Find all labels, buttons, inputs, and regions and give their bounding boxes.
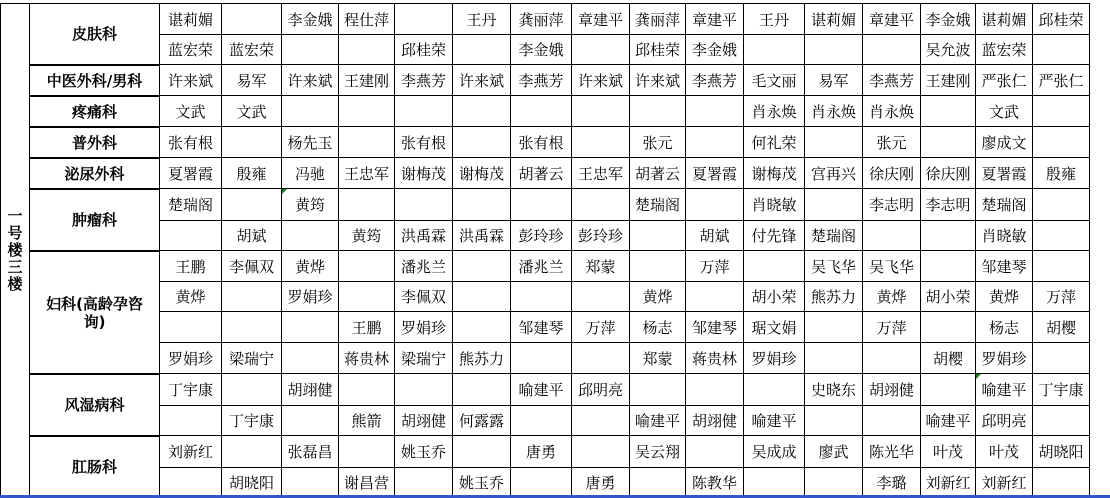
schedule-cell[interactable]: 殷雍 [222,158,282,189]
schedule-cell[interactable] [572,189,630,221]
schedule-cell[interactable]: 邱明亮 [572,374,630,406]
schedule-cell[interactable]: 胡晓阳 [1033,436,1090,468]
schedule-cell[interactable]: 罗娟珍 [282,282,339,312]
schedule-cell[interactable]: 丁宇康 [1033,374,1090,406]
schedule-cell[interactable]: 熊苏力 [805,282,863,312]
schedule-cell[interactable]: 许来斌 [453,65,511,96]
schedule-cell[interactable]: 黄烨 [282,251,339,282]
schedule-cell[interactable] [160,406,222,436]
department-name[interactable]: 泌尿外科 [30,158,160,189]
schedule-cell[interactable]: 章建平 [863,3,921,35]
schedule-cell[interactable] [630,374,686,406]
schedule-cell[interactable] [222,3,282,35]
schedule-cell[interactable] [511,282,572,312]
schedule-cell[interactable]: 刘新红 [160,436,222,468]
schedule-cell[interactable] [805,343,863,374]
schedule-cell[interactable] [453,374,511,406]
schedule-cell[interactable] [511,406,572,436]
schedule-cell[interactable] [686,282,744,312]
schedule-cell[interactable]: 许来斌 [572,65,630,96]
schedule-cell[interactable]: 蒋贵林 [339,343,395,374]
schedule-cell[interactable]: 蓝宏荣 [160,35,222,65]
schedule-cell[interactable] [222,374,282,406]
department-name[interactable]: 普外科 [30,127,160,158]
schedule-cell[interactable]: 李燕芳 [686,65,744,96]
schedule-cell[interactable]: 罗娟珍 [976,343,1033,374]
schedule-cell[interactable]: 严张仁 [976,65,1033,96]
schedule-cell[interactable]: 彭玲珍 [511,221,572,251]
schedule-cell[interactable]: 王忠军 [339,158,395,189]
schedule-cell[interactable]: 邱桂荣 [630,35,686,65]
department-name[interactable]: 皮肤科 [30,3,160,65]
schedule-cell[interactable] [282,96,339,127]
schedule-cell[interactable] [572,96,630,127]
schedule-cell[interactable]: 蒋贵林 [686,343,744,374]
schedule-cell[interactable]: 邹建琴 [976,251,1033,282]
schedule-cell[interactable]: 王鹏 [339,312,395,343]
schedule-cell[interactable] [744,374,805,406]
schedule-cell[interactable]: 胡樱 [921,343,976,374]
schedule-cell[interactable] [572,343,630,374]
schedule-cell[interactable] [453,35,511,65]
schedule-cell[interactable]: 宫再兴 [805,158,863,189]
schedule-cell[interactable]: 许来斌 [282,65,339,96]
schedule-cell[interactable] [453,189,511,221]
schedule-cell[interactable]: 张有根 [395,127,453,158]
schedule-cell[interactable] [395,3,453,35]
schedule-cell[interactable]: 邹建琴 [686,312,744,343]
schedule-cell[interactable] [863,406,921,436]
schedule-cell[interactable]: 琚文娟 [744,312,805,343]
schedule-cell[interactable]: 梁瑞宁 [395,343,453,374]
schedule-cell[interactable]: 胡翊健 [686,406,744,436]
schedule-cell[interactable] [572,282,630,312]
schedule-cell[interactable]: 何礼荣 [744,127,805,158]
schedule-cell[interactable]: 吴飞华 [863,251,921,282]
floor-label[interactable]: 一号楼三楼 [0,3,30,498]
schedule-cell[interactable] [160,312,222,343]
schedule-cell[interactable] [863,35,921,65]
schedule-cell[interactable]: 胡翊健 [863,374,921,406]
schedule-cell[interactable]: 易军 [805,65,863,96]
schedule-cell[interactable] [630,468,686,498]
schedule-cell[interactable]: 龚丽萍 [511,3,572,35]
schedule-cell[interactable]: 李志明 [921,189,976,221]
department-name[interactable]: 风湿病科 [30,374,160,436]
schedule-cell[interactable]: 程仕萍 [339,3,395,35]
department-name[interactable]: 中医外科/男科 [30,65,160,96]
schedule-cell[interactable]: 李燕芳 [863,65,921,96]
schedule-cell[interactable]: 邱桂荣 [395,35,453,65]
comment-marker-icon [976,374,981,379]
schedule-cell[interactable]: 胡著云 [511,158,572,189]
schedule-cell[interactable]: 李燕芳 [511,65,572,96]
schedule-cell[interactable]: 邹建琴 [511,312,572,343]
schedule-cell[interactable]: 梁瑞宁 [222,343,282,374]
schedule-cell[interactable] [222,436,282,468]
schedule-cell[interactable]: 殷雍 [1033,158,1090,189]
schedule-cell[interactable]: 喻建平 [921,406,976,436]
schedule-cell[interactable] [863,343,921,374]
schedule-cell[interactable]: 楚瑞阁 [976,189,1033,221]
schedule-cell[interactable]: 吴成成 [744,436,805,468]
comment-marker-icon [282,189,287,194]
schedule-cell[interactable]: 潘兆兰 [395,251,453,282]
schedule-cell[interactable] [1033,406,1090,436]
schedule-cell[interactable]: 叶茂 [976,436,1033,468]
schedule-cell[interactable]: 王建刚 [921,65,976,96]
schedule-cell[interactable] [686,374,744,406]
schedule-cell[interactable]: 郑蒙 [630,343,686,374]
schedule-cell[interactable]: 冯驰 [282,158,339,189]
schedule-cell[interactable]: 胡小荣 [921,282,976,312]
schedule-cell[interactable]: 胡晓阳 [222,468,282,498]
schedule-cell[interactable]: 李金娥 [282,3,339,35]
schedule-cell[interactable]: 彭玲珍 [572,221,630,251]
schedule-cell[interactable]: 许来斌 [160,65,222,96]
department-name[interactable]: 肛肠科 [30,436,160,498]
schedule-cell[interactable] [511,343,572,374]
schedule-cell[interactable]: 胡小荣 [744,282,805,312]
schedule-cell[interactable]: 杨志 [976,312,1033,343]
schedule-cell[interactable] [395,374,453,406]
schedule-cell[interactable]: 洪禹霖 [453,221,511,251]
schedule-cell[interactable] [339,35,395,65]
schedule-cell[interactable]: 李金娥 [686,35,744,65]
schedule-cell[interactable] [686,96,744,127]
schedule-cell[interactable] [744,468,805,498]
schedule-cell[interactable]: 洪禹霖 [395,221,453,251]
schedule-cell[interactable]: 谢昌营 [339,468,395,498]
schedule-cell[interactable]: 肖晓敏 [976,221,1033,251]
schedule-cell[interactable] [339,189,395,221]
schedule-cell[interactable]: 夏署霞 [160,158,222,189]
schedule-cell[interactable] [453,96,511,127]
schedule-cell[interactable] [1033,343,1090,374]
schedule-cell[interactable]: 文武 [222,96,282,127]
schedule-cell[interactable]: 楚瑞阁 [160,189,222,221]
schedule-cell[interactable] [630,221,686,251]
schedule-cell[interactable] [453,436,511,468]
schedule-cell[interactable] [921,221,976,251]
schedule-cell[interactable]: 张有根 [160,127,222,158]
schedule-cell[interactable]: 郑蒙 [572,251,630,282]
schedule-cell[interactable]: 夏署霞 [686,158,744,189]
schedule-cell[interactable]: 胡翊健 [395,406,453,436]
schedule-cell[interactable]: 唐勇 [511,436,572,468]
schedule-cell[interactable] [282,312,339,343]
schedule-cell[interactable]: 严张仁 [1033,65,1090,96]
schedule-cell[interactable] [511,468,572,498]
schedule-cell[interactable] [805,189,863,221]
schedule-cell[interactable] [282,406,339,436]
schedule-cell[interactable] [339,374,395,406]
schedule-cell[interactable]: 陈教华 [686,468,744,498]
schedule-cell[interactable] [572,406,630,436]
schedule-cell[interactable]: 胡樱 [1033,312,1090,343]
schedule-cell[interactable] [339,436,395,468]
schedule-cell[interactable]: 王忠军 [572,158,630,189]
schedule-cell[interactable] [222,312,282,343]
schedule-cell[interactable]: 陈光华 [863,436,921,468]
schedule-cell[interactable]: 肖永焕 [863,96,921,127]
schedule-cell[interactable] [339,127,395,158]
schedule-cell[interactable] [1033,221,1090,251]
schedule-cell[interactable]: 刘新红 [921,468,976,498]
schedule-cell[interactable] [1033,468,1090,498]
schedule-cell[interactable]: 邱桂荣 [1033,3,1090,35]
schedule-cell[interactable]: 姚玉乔 [453,468,511,498]
schedule-cell[interactable] [863,221,921,251]
schedule-cell[interactable] [222,189,282,221]
schedule-cell[interactable]: 肖永焕 [805,96,863,127]
schedule-cell[interactable]: 吴飞华 [805,251,863,282]
schedule-cell[interactable] [222,282,282,312]
schedule-cell[interactable]: 丁宇康 [160,374,222,406]
schedule-cell[interactable]: 吴允波 [921,35,976,65]
schedule-cell[interactable] [630,251,686,282]
schedule-cell[interactable]: 吴云翔 [630,436,686,468]
schedule-cell[interactable]: 胡斌 [222,221,282,251]
schedule-cell[interactable]: 王鹏 [160,251,222,282]
schedule-cell[interactable]: 李志明 [863,189,921,221]
schedule-cell[interactable] [222,127,282,158]
schedule-cell[interactable]: 史晓东 [805,374,863,406]
schedule-cell[interactable] [453,251,511,282]
schedule-cell[interactable] [630,96,686,127]
schedule-cell[interactable]: 肖晓敏 [744,189,805,221]
schedule-cell[interactable]: 何露露 [453,406,511,436]
schedule-cell[interactable]: 谌莉媚 [805,3,863,35]
schedule-cell[interactable] [160,221,222,251]
schedule-cell[interactable] [744,251,805,282]
department-name[interactable]: 妇科(高龄孕咨询) [30,251,160,374]
schedule-cell[interactable]: 楚瑞阁 [805,221,863,251]
schedule-cell[interactable]: 喻建平 [744,406,805,436]
schedule-cell[interactable] [282,468,339,498]
schedule-cell[interactable]: 蓝宏荣 [222,35,282,65]
schedule-cell[interactable]: 黄烨 [863,282,921,312]
schedule-cell[interactable] [453,312,511,343]
schedule-cell[interactable]: 李佩双 [395,282,453,312]
schedule-cell[interactable]: 张磊昌 [282,436,339,468]
schedule-cell[interactable]: 付先锋 [744,221,805,251]
schedule-cell[interactable] [805,468,863,498]
schedule-cell[interactable] [686,189,744,221]
schedule-cell[interactable] [572,436,630,468]
schedule-cell[interactable] [572,35,630,65]
schedule-cell[interactable]: 刘新红 [976,468,1033,498]
schedule-cell[interactable]: 罗娟珍 [395,312,453,343]
schedule-cell[interactable]: 胡翊健 [282,374,339,406]
schedule-cell[interactable]: 黄烨 [976,282,1033,312]
schedule-cell[interactable]: 熊苏力 [453,343,511,374]
schedule-cell[interactable] [395,96,453,127]
schedule-cell[interactable] [339,96,395,127]
schedule-cell[interactable]: 万萍 [686,251,744,282]
schedule-cell[interactable]: 廖武 [805,436,863,468]
schedule-cell[interactable]: 姚玉乔 [395,436,453,468]
schedule-cell[interactable]: 黄筠 [282,189,339,221]
schedule-cell[interactable] [921,251,976,282]
schedule-cell[interactable] [1033,96,1090,127]
schedule-cell[interactable]: 杨志 [630,312,686,343]
schedule-cell[interactable] [395,468,453,498]
schedule-cell[interactable] [1033,251,1090,282]
schedule-cell[interactable]: 谌莉媚 [160,3,222,35]
schedule-cell[interactable] [686,436,744,468]
schedule-cell[interactable] [282,221,339,251]
schedule-cell[interactable]: 叶茂 [921,436,976,468]
schedule-cell[interactable] [160,468,222,498]
schedule-cell[interactable]: 李璐 [863,468,921,498]
schedule-cell[interactable]: 蓝宏荣 [976,35,1033,65]
schedule-cell[interactable]: 万萍 [1033,282,1090,312]
schedule-cell[interactable]: 肖永焕 [744,96,805,127]
schedule-cell[interactable] [805,127,863,158]
schedule-cell[interactable] [511,96,572,127]
schedule-cell[interactable] [805,312,863,343]
schedule-cell[interactable]: 喻建平 [976,374,1033,406]
schedule-cell[interactable] [453,127,511,158]
schedule-cell[interactable]: 徐庆刚 [863,158,921,189]
schedule-cell[interactable]: 谢梅茂 [744,158,805,189]
schedule-cell[interactable]: 易军 [222,65,282,96]
schedule-cell[interactable]: 王丹 [744,3,805,35]
schedule-cell[interactable] [921,312,976,343]
schedule-cell[interactable]: 张元 [630,127,686,158]
schedule-cell[interactable] [805,35,863,65]
schedule-cell[interactable]: 邱明亮 [976,406,1033,436]
schedule-cell[interactable]: 黄筠 [339,221,395,251]
schedule-cell[interactable]: 文武 [976,96,1033,127]
schedule-cell[interactable] [1033,127,1090,158]
schedule-cell[interactable] [1033,189,1090,221]
schedule-cell[interactable] [572,127,630,158]
schedule-cell[interactable]: 张元 [863,127,921,158]
schedule-cell[interactable] [339,251,395,282]
schedule-cell[interactable]: 谌莉媚 [976,3,1033,35]
department-name[interactable]: 疼痛科 [30,96,160,127]
schedule-cell[interactable]: 王建刚 [339,65,395,96]
department-name[interactable]: 肿瘤科 [30,189,160,251]
schedule-cell[interactable]: 罗娟珍 [744,343,805,374]
schedule-cell[interactable] [1033,35,1090,65]
schedule-cell[interactable]: 夏署霞 [976,158,1033,189]
schedule-cell[interactable] [395,189,453,221]
schedule-cell[interactable] [453,282,511,312]
schedule-cell[interactable] [744,35,805,65]
schedule-cell[interactable]: 李佩双 [222,251,282,282]
schedule-cell[interactable] [686,127,744,158]
schedule-cell[interactable]: 龚丽萍 [630,3,686,35]
schedule-cell[interactable]: 万萍 [863,312,921,343]
schedule-cell[interactable] [511,189,572,221]
schedule-cell[interactable]: 张有根 [511,127,572,158]
schedule-cell[interactable] [282,35,339,65]
schedule-cell[interactable]: 胡斌 [686,221,744,251]
schedule-cell[interactable]: 李燕芳 [395,65,453,96]
schedule-cell[interactable]: 黄烨 [160,282,222,312]
schedule-cell[interactable]: 谢梅茂 [453,158,511,189]
schedule-cell[interactable]: 李金娥 [511,35,572,65]
schedule-cell[interactable]: 喻建平 [511,374,572,406]
schedule-cell[interactable]: 王丹 [453,3,511,35]
schedule-cell[interactable] [805,406,863,436]
schedule-cell[interactable] [921,96,976,127]
schedule-cell[interactable]: 章建平 [572,3,630,35]
schedule-cell[interactable]: 万萍 [572,312,630,343]
schedule-cell[interactable]: 熊箭 [339,406,395,436]
schedule-cell[interactable]: 黄烨 [630,282,686,312]
schedule-cell[interactable]: 潘兆兰 [511,251,572,282]
schedule-cell[interactable]: 喻建平 [630,406,686,436]
schedule-cell[interactable] [921,374,976,406]
schedule-cell[interactable]: 章建平 [686,3,744,35]
schedule-cell[interactable]: 徐庆刚 [921,158,976,189]
schedule-cell[interactable]: 丁宇康 [222,406,282,436]
schedule-cell[interactable] [282,343,339,374]
schedule-cell[interactable]: 唐勇 [572,468,630,498]
schedule-cell[interactable]: 文武 [160,96,222,127]
schedule-cell[interactable]: 胡著云 [630,158,686,189]
schedule-cell[interactable]: 许来斌 [630,65,686,96]
schedule-cell[interactable]: 杨先玉 [282,127,339,158]
schedule-cell[interactable] [339,282,395,312]
schedule-cell[interactable]: 李金娥 [921,3,976,35]
schedule-cell[interactable]: 谢梅茂 [395,158,453,189]
schedule-cell[interactable]: 楚瑞阁 [630,189,686,221]
schedule-cell[interactable]: 毛文丽 [744,65,805,96]
schedule-cell[interactable] [921,127,976,158]
schedule-cell[interactable]: 廖成文 [976,127,1033,158]
schedule-cell[interactable]: 罗娟珍 [160,343,222,374]
